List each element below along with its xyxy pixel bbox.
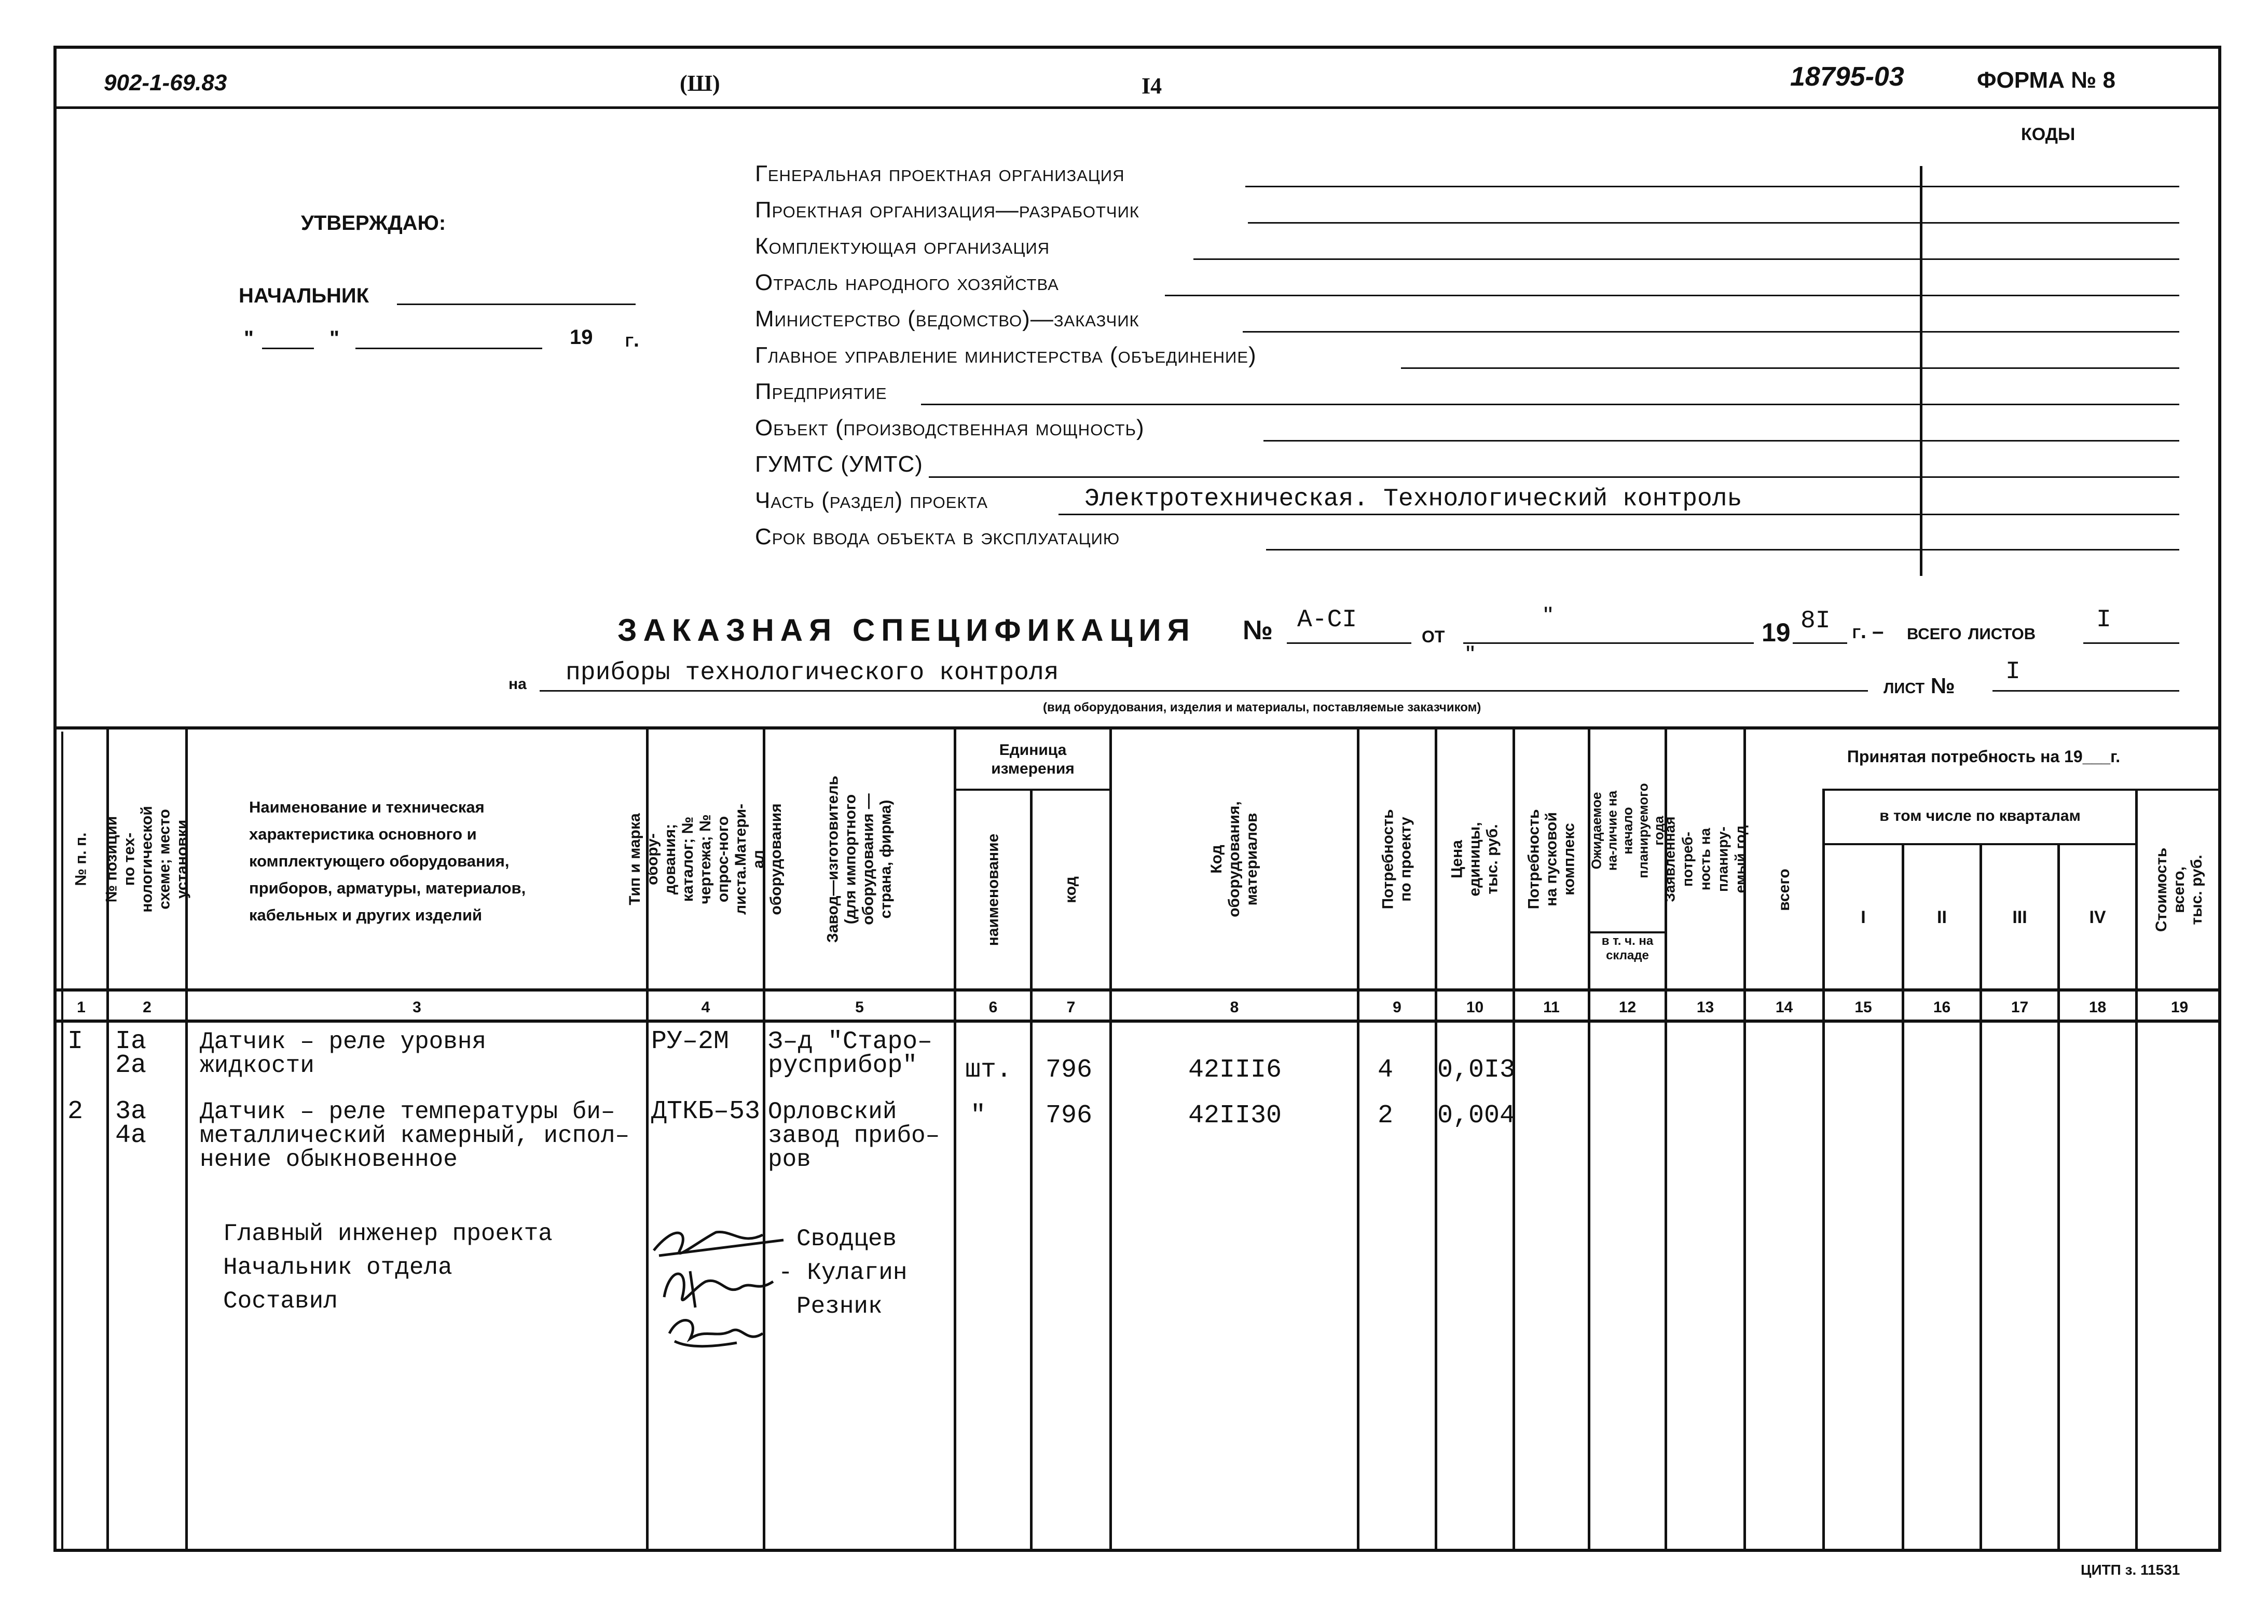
equipment-type: приборы технологического контроля bbox=[566, 659, 1059, 687]
quarters-header: в том числе по кварталам bbox=[1879, 807, 2081, 824]
handwritten-signatures bbox=[643, 1209, 799, 1359]
field-label: Проектная организация—разработчик bbox=[755, 197, 1139, 223]
caption: (вид оборудования, изделия и материалы, поставляемые заказчиком) bbox=[1043, 700, 1481, 714]
sign-role: Составил bbox=[223, 1288, 338, 1315]
sheet-number: I bbox=[2005, 658, 2020, 686]
col-header-3: Наименование и техническая характеристика основного и комплектующего оборудования, приборов, арматуры, материалов, кабельных и других изделий bbox=[249, 798, 526, 924]
field-label: Комплектующая организация bbox=[755, 233, 1050, 259]
codes-label: КОДЫ bbox=[2021, 125, 2075, 144]
col-header-13: Заявленная потреб-ность на планиру-емый год bbox=[1661, 816, 1749, 902]
project-part-value: Электротехническая. Технологический контроль bbox=[1084, 485, 1742, 513]
codes-divider bbox=[1920, 166, 1922, 576]
sign-name: Сводцев bbox=[796, 1226, 897, 1253]
col-header-18: IV bbox=[2089, 907, 2106, 927]
field-label: Часть (раздел) проекта bbox=[755, 488, 988, 513]
approve-title: УТВЕРЖДАЮ: bbox=[301, 212, 446, 235]
chief-line bbox=[397, 304, 636, 305]
col-header-2: № позиции по тех-нологической схеме; место установки bbox=[103, 805, 191, 913]
sign-name: Резник bbox=[796, 1293, 883, 1320]
print-stamp: ЦИТП з. 11531 bbox=[2081, 1562, 2180, 1578]
field-label: Отрасль народного хозяйства bbox=[755, 270, 1059, 295]
spec-title: ЗАКАЗНАЯ СПЕЦИФИКАЦИЯ bbox=[617, 613, 1196, 648]
col-header-11: Потребность на пусковой комплекс bbox=[1525, 809, 1578, 909]
col-header-19: Стоимость всего, тыс. руб. bbox=[2153, 847, 2206, 932]
sign-role: Начальник отдела bbox=[223, 1254, 452, 1281]
col-header-9: Потребность по проекту bbox=[1379, 809, 1414, 909]
form-label: ФОРМА № 8 bbox=[1977, 67, 2115, 93]
field-label: Генеральная проектная организация bbox=[755, 161, 1125, 186]
col-header-5: Завод—изготовитель (для импортного оборудования —страна, фирма) bbox=[824, 775, 895, 943]
col-header-8: Код оборудования, материалов bbox=[1208, 801, 1260, 917]
chief-label: НАЧАЛЬНИК bbox=[239, 284, 369, 307]
page-number: I4 bbox=[1142, 73, 1162, 99]
spec-year: 8I bbox=[1800, 607, 1831, 635]
unit-group-header: Единица измерения bbox=[991, 741, 1075, 777]
doc-number: 18795-03 bbox=[1790, 62, 1904, 92]
spec-number: А-СI bbox=[1297, 606, 1357, 634]
total-sheets: I bbox=[2096, 606, 2111, 634]
sign-name: - Кулагин bbox=[778, 1259, 908, 1286]
col-header-4: Тип и марка обору-дования; каталог; № чертежа; № опрос-ного листа.Матери-ал оборудования bbox=[626, 803, 785, 915]
col-header-10: Цена единицы, тыс. руб. bbox=[1448, 821, 1501, 897]
col-header-15: I bbox=[1861, 907, 1866, 927]
col-header-16: II bbox=[1937, 907, 1947, 927]
col-header-6: наименование bbox=[984, 833, 1001, 946]
day-line bbox=[262, 348, 314, 349]
field-label: Главное управление министерства (объединение) bbox=[755, 342, 1257, 368]
col-header-12a: Ожидаемое на-личие на начало планируемого года bbox=[1588, 782, 1667, 878]
col-header-14: всего bbox=[1775, 868, 1793, 911]
field-label: Предприятие bbox=[755, 379, 887, 404]
field-label: Объект (производственная мощность) bbox=[755, 415, 1145, 441]
field-label: Министерство (ведомство)—заказчик bbox=[755, 306, 1139, 332]
col-header-1: № п. п. bbox=[72, 832, 90, 886]
top-divider bbox=[53, 106, 2221, 109]
project-code: 902-1-69.83 bbox=[104, 70, 227, 95]
col-header-7: код bbox=[1062, 876, 1079, 903]
roman-numeral: (Ш) bbox=[680, 71, 720, 96]
field-label: ГУМТС (УМТС) bbox=[755, 451, 923, 477]
col-header-17: III bbox=[2012, 907, 2027, 927]
accepted-header: Принятая потребность на 19___г. bbox=[1847, 747, 2121, 766]
field-label: Срок ввода объекта в эксплуатацию bbox=[755, 524, 1120, 549]
col-header-12b: в т. ч. на складе bbox=[1601, 934, 1654, 962]
sign-role: Главный инженер проекта bbox=[223, 1220, 553, 1247]
month-line bbox=[355, 348, 542, 349]
binding-line bbox=[61, 732, 63, 1551]
